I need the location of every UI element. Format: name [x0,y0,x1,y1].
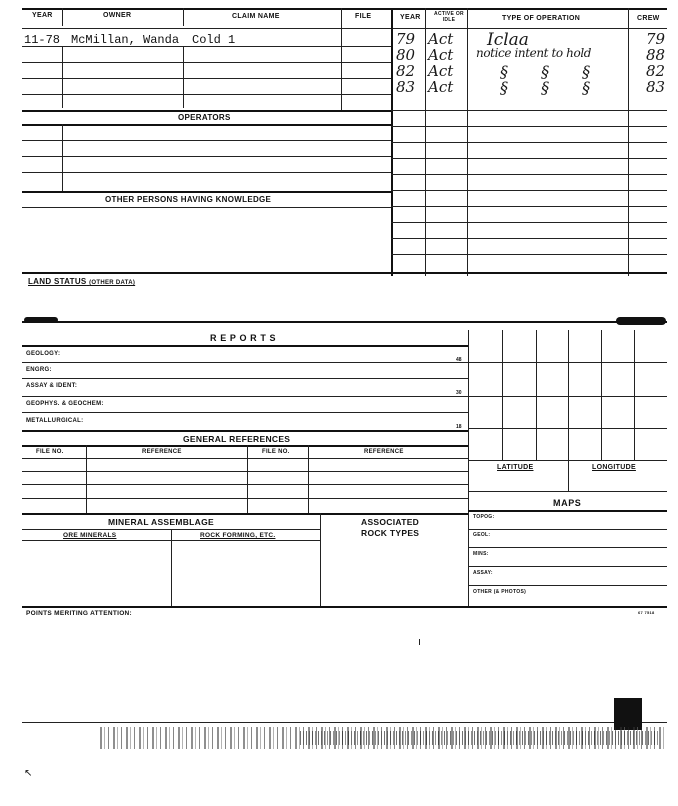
top-border [22,8,667,10]
section-rule [22,445,468,447]
activity-status: Act [428,30,454,48]
row-rule [22,140,391,141]
row-rule [468,547,667,548]
header-type-of-operation: TYPE OF OPERATION [502,15,581,22]
activity-operation: § § § [500,62,605,81]
divider [320,513,321,606]
section-rule [22,606,667,608]
operators-label: OPERATORS [178,113,231,122]
row-rule [391,142,667,143]
reports-label: R E P O R T S [210,333,277,343]
row-rule [22,458,468,459]
rock-types-label: ROCK TYPES [361,528,420,538]
header-active-idle: ACTIVE OR IDLE [434,11,464,23]
page-edge [22,722,667,723]
grid-line [601,330,602,460]
maps-label: MAPS [553,498,582,508]
header-claim-name: CLAIM NAME [232,13,280,20]
grid-line [468,362,667,363]
grid-line [468,396,667,397]
geology-label: GEOLOGY: [26,351,61,357]
grid-line [468,460,667,461]
header-file: FILE [355,13,372,20]
engrg-label: ENGRG: [26,367,52,373]
divider [183,46,184,108]
row-rule [468,585,667,586]
header-bottom-rule [22,28,667,29]
section-rule [468,510,667,512]
row-rule [22,484,468,485]
activity-crew: 88 [646,46,666,64]
points-meriting-label: POINTS MERITING ATTENTION: [26,610,133,617]
mins-label: MINS: [473,551,489,557]
activity-year: 80 [396,46,416,64]
header-owner: OWNER [103,12,132,19]
section-rule [22,430,468,432]
row-rule [22,172,391,173]
mineral-assemblage-label: MINERAL ASSEMBLAGE [108,517,214,527]
row-number: 18 [456,424,462,430]
row-rule [391,254,667,255]
row-rule [391,158,667,159]
file-no-header: FILE NO. [262,449,290,455]
section-rule [22,513,468,515]
file-no-header: FILE NO. [36,449,64,455]
grid-line [568,330,569,491]
section-rule [22,124,391,126]
row-rule [22,156,391,157]
divider [183,8,184,26]
divider [86,445,87,513]
activity-crew: 82 [646,62,666,80]
row-rule [22,78,391,79]
land-status-label: LAND STATUS (OTHER DATA) [28,277,136,286]
row-rule [391,222,667,223]
row-rule [391,126,667,127]
scan-noise [300,731,660,745]
section-rule [22,321,667,323]
activity-year: 83 [396,78,416,96]
associated-label: ASSOCIATED [361,517,420,527]
row-rule [22,362,468,363]
divider [62,8,63,26]
activity-crew: 79 [646,30,666,48]
row-rule [391,174,667,175]
row-number: 48 [456,357,462,363]
geophys-label: GEOPHYS. & GEOCHEM: [26,401,104,407]
grid-line [468,428,667,429]
activity-status: Act [428,62,454,80]
divider [308,445,309,513]
entry-owner: McMillan, Wanda [71,33,180,47]
row-rule [391,110,667,111]
header-year: YEAR [32,12,53,19]
other-photos-label: OTHER (& PHOTOS) [473,589,527,595]
header-year-2: YEAR [400,14,421,21]
topog-label: TOPOG: [473,514,495,520]
row-number: 30 [456,390,462,396]
section-rule [22,110,391,112]
divider [247,445,248,513]
grid-line [502,330,503,460]
metallurgical-label: METALLURGICAL: [26,418,84,424]
entry-claim: Cold 1 [192,33,236,47]
grid-line [536,330,537,460]
activity-crew: 83 [646,78,666,96]
section-rule [22,191,391,193]
ore-minerals-header: ORE MINERALS [63,532,117,539]
row-rule [468,491,667,492]
row-rule [468,529,667,530]
corner-mark [614,698,642,730]
header-crew: CREW [637,15,660,22]
activity-status: Act [428,46,454,64]
geol-label: GEOL: [473,532,491,538]
general-references-label: GENERAL REFERENCES [183,434,291,444]
row-rule [391,238,667,239]
grid-line [634,330,635,460]
reference-header: REFERENCE [364,449,404,455]
row-rule [22,396,468,397]
activity-operation: notice intent to hold [476,46,592,60]
row-rule [391,206,667,207]
row-rule [22,378,468,379]
row-rule [391,190,667,191]
section-rule [22,345,468,347]
stray-mark [419,639,420,645]
row-rule [22,94,391,95]
divider [62,124,63,192]
row-rule [22,207,391,208]
other-persons-label: OTHER PERSONS HAVING KNOWLEDGE [105,195,272,204]
activity-status: Act [428,78,454,96]
row-rule [22,471,468,472]
row-rule [468,566,667,567]
divider [468,330,469,606]
rock-forming-header: ROCK FORMING, ETC. [200,532,276,539]
row-rule [22,540,320,541]
form-number: 67 7518 [638,610,655,615]
row-rule [22,46,391,47]
activity-year: 79 [396,30,416,48]
divider [62,46,63,108]
row-rule [22,412,468,413]
stray-mark: ↖ [24,768,33,779]
assay-map-label: ASSAY: [473,570,493,576]
row-rule [22,498,468,499]
activity-operation: § § § [500,78,605,97]
entry-date: 11-78 [24,33,61,47]
latitude-label: LATITUDE [497,464,534,471]
section-rule [22,272,667,274]
reference-header: REFERENCE [142,449,182,455]
activity-operation: Iclaa [487,30,529,50]
longitude-label: LONGITUDE [592,464,636,471]
assay-label: ASSAY & IDENT: [26,383,78,389]
row-rule [22,62,391,63]
activity-year: 82 [396,62,416,80]
